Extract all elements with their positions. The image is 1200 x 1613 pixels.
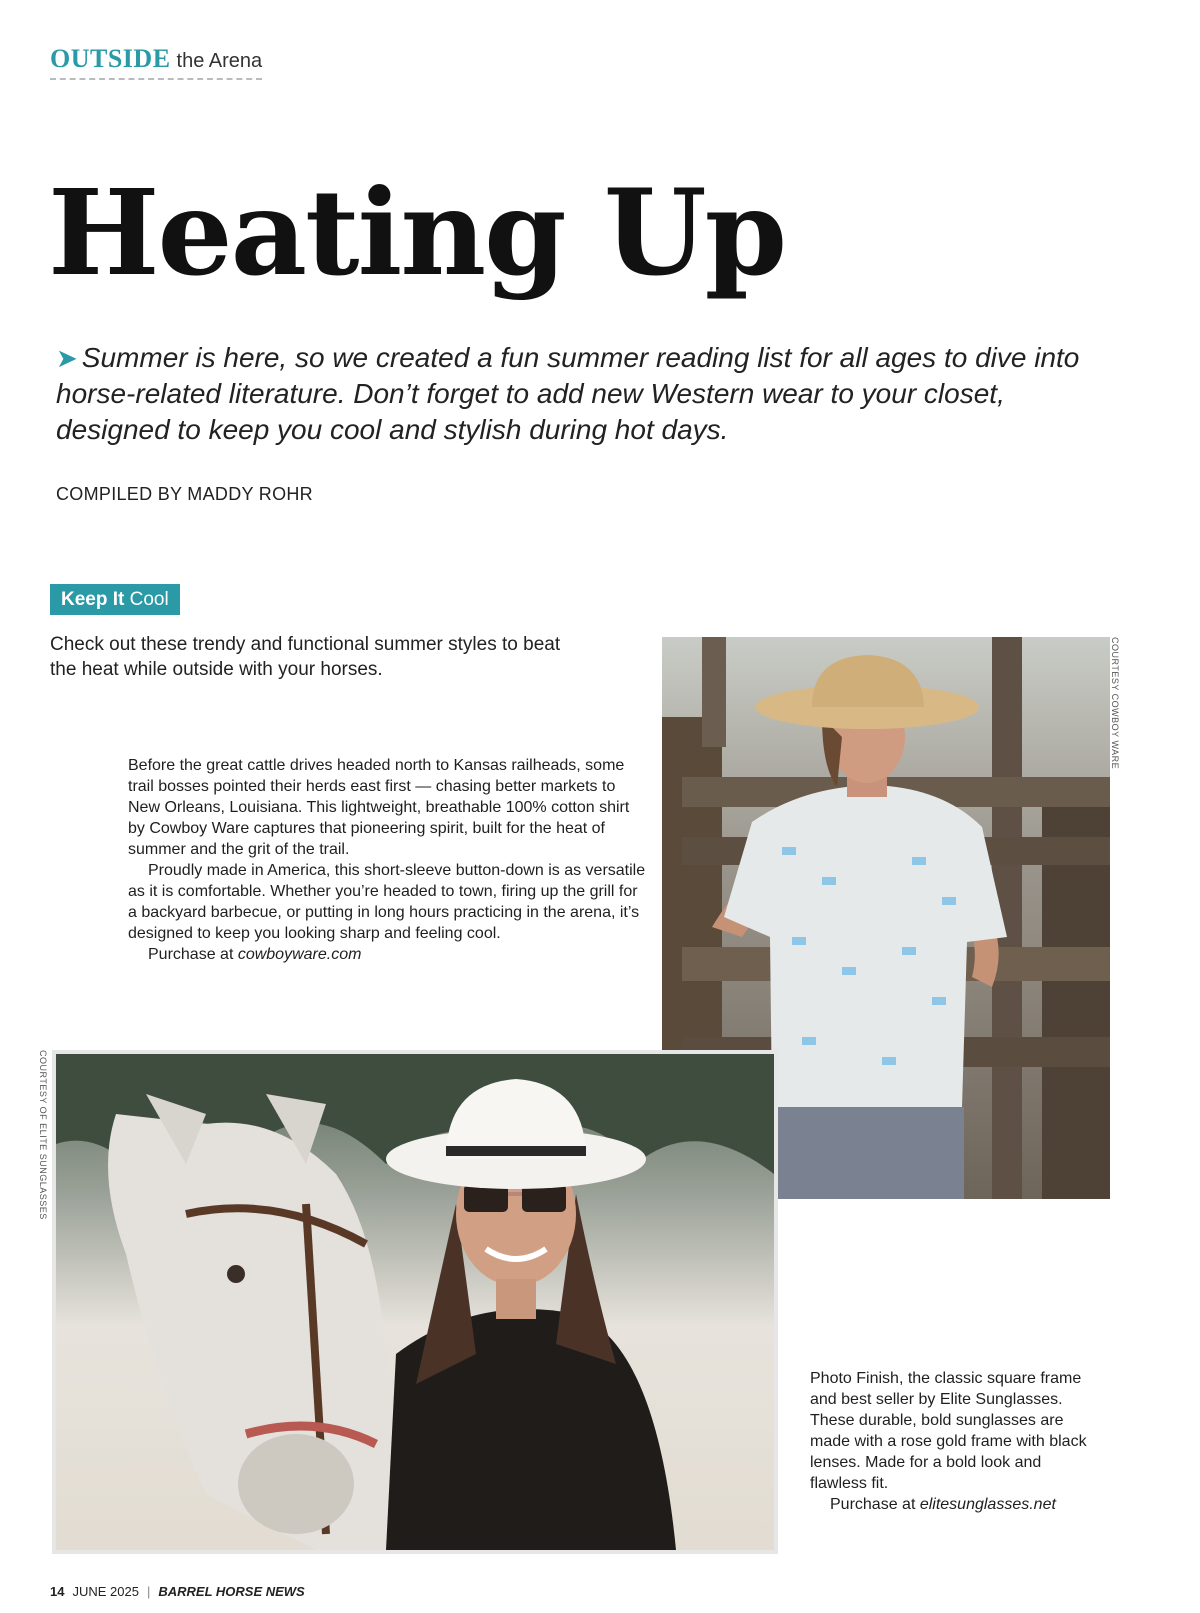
section-divider [50,78,262,80]
magazine-name: BARREL HORSE NEWS [158,1584,305,1599]
sunglasses-purchase-prefix: Purchase at [830,1496,920,1513]
keep-label-light: Cool [129,589,169,610]
keep-label-bold: Keep It [61,589,125,610]
page-footer [50,1584,305,1599]
shirt-photo-credit: COURTESY COWBOY WARE [1110,637,1120,770]
sunglasses-purchase-link[interactable]: elitesunglasses.net [919,1496,1056,1513]
sunglasses-description [810,1368,1090,1515]
sunglasses-purchase [810,1494,1090,1515]
issue-date: JUNE 2025 [72,1584,139,1599]
shirt-purchase-prefix: Purchase at [148,946,238,963]
byline: COMPILED BY MADDY ROHR [56,484,313,504]
sunglasses-photo-credit: COURTESY OF ELITE SUNGLASSES [38,1050,48,1220]
page-number: 14 [50,1584,65,1599]
section-title-strong: OUTSIDE [50,44,171,73]
arrow-icon: ➤ [56,343,78,373]
sunglasses-paragraph-1: Photo Finish, the classic square frame and best seller by Elite Sunglasses. These durable, bold sunglasses are made with a rose gold frame with black lenses. Made for a bold look and flawless fit. [810,1370,1087,1492]
shirt-purchase [128,944,648,965]
shirt-purchase-link[interactable]: cowboyware.com [237,946,362,963]
shirt-paragraph-2: Proudly made in America, this short-sleeve button-down is as versatile as it is comfortable. Whether you’re headed to town, firing up the grill for a backyard barbecue, or putting in long hours practicing in the arena, it’s designed to keep you looking sharp and feeling cool. [128,862,646,942]
elite-sunglasses-photo [52,1050,778,1554]
shirt-description [128,755,648,965]
shirt-paragraph-1: Before the great cattle drives headed north to Kansas railheads, some trail bosses pointed their herds east first — chasing better markets to New Orleans, Louisiana. This lightweight, breathable 100% cotton shirt by Cowboy Ware captures that pioneering spirit, built for the heat of summer and the grit of the trail. [128,757,630,858]
keep-it-cool-label [50,584,180,615]
section-tag [50,44,262,74]
sunglasses-photo-illustration [56,1054,774,1550]
deck-text: Summer is here, so we created a fun summer reading list for all ages to dive into horse-related literature. Don’t forget to add new Western wear to your closet, designed to keep you cool and stylish during hot days. [56,342,1080,445]
keep-it-cool-intro: Check out these trendy and functional summer styles to beat the heat while outside with your horses. [50,634,561,680]
footer-separator: | [146,1584,151,1599]
deck [56,340,1116,448]
headline: Heating Up [48,163,786,302]
section-title-light: the Arena [176,50,263,72]
